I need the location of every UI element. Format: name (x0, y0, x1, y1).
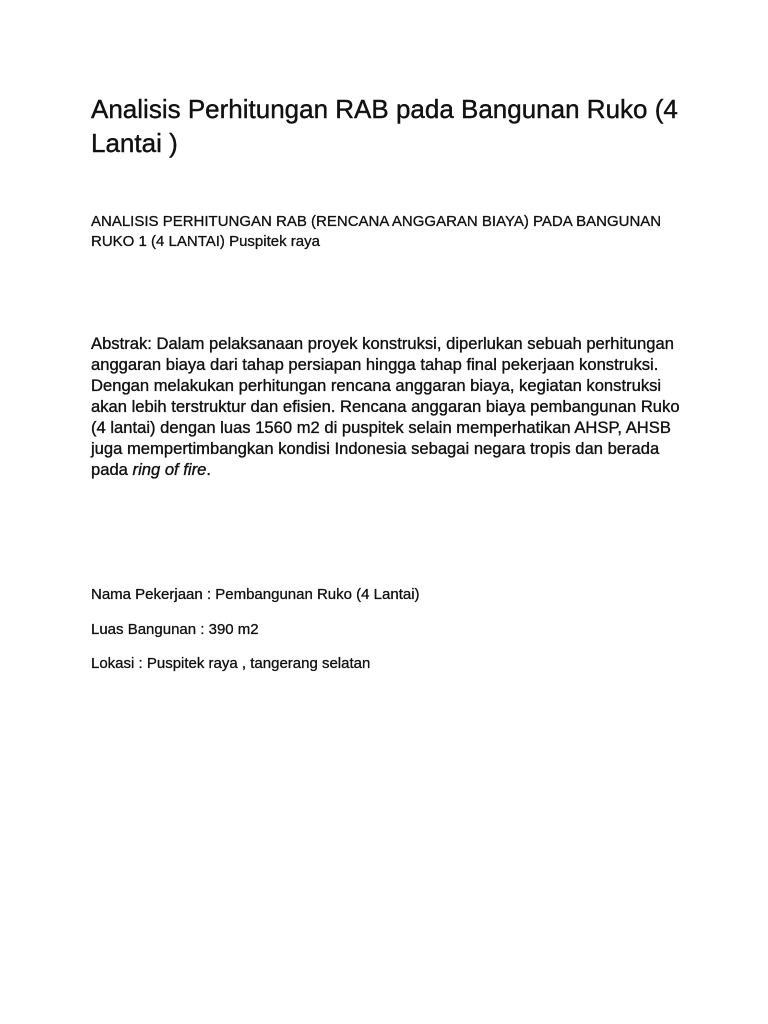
document-subtitle: ANALISIS PERHITUNGAN RAB (RENCANA ANGGARAN BIAYA) PADA BANGUNAN RUKO 1 (4 LANTAI) Puspitek raya (91, 213, 662, 250)
abstract-end: . (206, 460, 211, 479)
info-nama-pekerjaan: Nama Pekerjaan : Pembangunan Ruko (4 Lantai) (91, 586, 420, 603)
document-title: Analisis Perhitungan RAB pada Bangunan Ruko (4 Lantai ) (91, 94, 678, 158)
abstract-italic-phrase: ring of fire (132, 460, 207, 479)
abstract-text: Abstrak: Dalam pelaksanaan proyek konstruksi, diperlukan sebuah perhitungan anggaran biaya dari tahap persiapan hingga tahap final pekerjaan konstruksi. Dengan melakukan perhitungan rencana anggaran biaya, kegiatan konstruksi akan lebih terstruktur dan efisien. Rencana anggaran biaya pembangunan Ruko (4 lantai) dengan luas 1560 m2 di puspitek selain memperhatikan AHSP, AHSB juga mempertimbangkan kondisi Indonesia sebagai negara tropis dan berada pada (91, 334, 680, 479)
abstract-paragraph (91, 333, 691, 480)
info-luas-bangunan: Luas Bangunan : 390 m2 (91, 621, 259, 638)
info-lokasi: Lokasi : Puspitek raya , tangerang selatan (91, 655, 371, 672)
